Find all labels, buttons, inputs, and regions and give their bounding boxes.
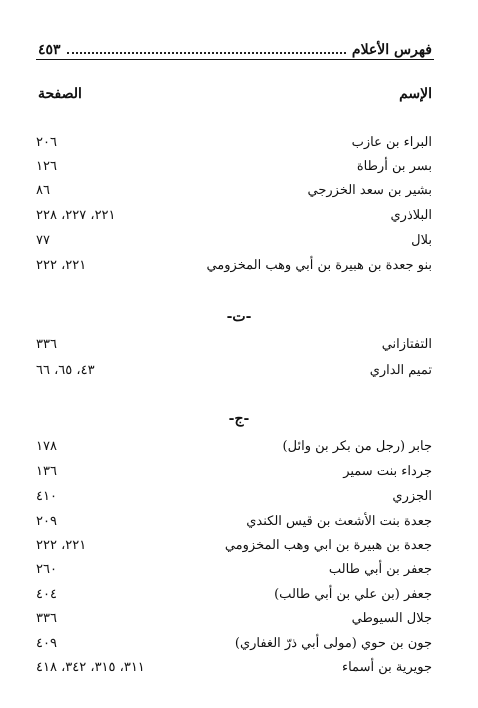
leader-dots	[67, 52, 346, 54]
entry-pages: ٤٠٩	[36, 635, 57, 651]
entry-name: التفتازاني	[381, 336, 432, 352]
entry-name: جعفر (بن علي بن أبي طالب)	[274, 586, 432, 602]
entry-name: بسر بن أرطاة	[356, 158, 432, 174]
entry-name: جعدة بنت الأشعث بن قيس الكندي	[246, 513, 432, 529]
index-entry	[36, 229, 432, 251]
index-entry	[36, 359, 432, 381]
section-letter-ta: -ت-	[226, 309, 252, 325]
entry-name: بنو جعدة بن هبيرة بن أبي وهب المخزومي	[206, 257, 432, 273]
entry-pages: ٨٦	[36, 182, 50, 198]
entry-pages: ٣٣٦	[36, 336, 57, 352]
page-number: ٤٥٣	[38, 42, 61, 58]
name-column-header: الإسم	[399, 86, 432, 102]
header-rule	[36, 59, 434, 60]
entry-name: بلال	[411, 232, 432, 248]
index-entry	[36, 607, 432, 629]
header-title: فهرس الأعلام	[351, 42, 432, 58]
entry-name: جون بن حوي (مولى أبي ذرّ الغفاري)	[234, 635, 432, 651]
column-headers	[38, 86, 432, 102]
entry-pages: ١٧٨	[36, 438, 57, 454]
entry-pages: ٢٠٦	[36, 134, 57, 150]
index-entry	[36, 656, 432, 678]
index-entry	[36, 632, 432, 654]
entry-name: البراء بن عازب	[351, 134, 432, 150]
index-entry	[36, 510, 432, 532]
entry-name: تميم الداري	[369, 362, 432, 378]
entry-pages: ٣١١، ٣١٥، ٣٤٢، ٤١٨	[36, 659, 145, 675]
entry-pages: ٢٦٠	[36, 561, 57, 577]
entry-name: جعدة بن هبيرة بن ابي وهب المخزومي	[224, 537, 432, 553]
entry-pages: ٢٢١، ٢٢٢	[36, 537, 87, 553]
entry-pages: ٤٣، ٦٥، ٦٦	[36, 362, 95, 378]
entry-pages: ٤٠٤	[36, 586, 57, 602]
index-entry	[36, 460, 432, 482]
page-column-header: الصفحة	[38, 86, 82, 102]
entry-name: جرداء بنت سمير	[343, 463, 432, 479]
entry-pages: ١٢٦	[36, 158, 57, 174]
entry-name: جابر (رجل من بكر بن وائل)	[282, 438, 432, 454]
index-entry	[36, 534, 432, 556]
index-entry	[36, 131, 432, 153]
index-entry	[36, 558, 432, 580]
index-entry	[36, 435, 432, 457]
section-letter-jim: -ج-	[228, 411, 250, 427]
index-entry	[36, 485, 432, 507]
entry-name: جلال السيوطي	[351, 610, 432, 626]
index-entry	[36, 155, 432, 177]
entry-pages: ١٣٦	[36, 463, 57, 479]
entry-pages: ٧٧	[36, 232, 50, 248]
entry-name: بشير بن سعد الخزرجي	[307, 182, 432, 198]
index-entry	[36, 254, 432, 276]
index-entry	[36, 204, 432, 226]
index-entry	[36, 583, 432, 605]
entry-pages: ٤١٠	[36, 488, 57, 504]
entry-name: البلاذري	[390, 207, 432, 223]
entry-name: جويرية بن أسماء	[341, 659, 432, 675]
entry-pages: ٢٠٩	[36, 513, 57, 529]
entry-name: جعفر بن أبي طالب	[328, 561, 432, 577]
entry-pages: ٣٣٦	[36, 610, 57, 626]
index-entry	[36, 179, 432, 201]
entry-name: الجزري	[392, 488, 432, 504]
entry-pages: ٢٢١، ٢٢٧، ٢٢٨	[36, 207, 116, 223]
running-header	[38, 36, 432, 58]
index-entry	[36, 333, 432, 355]
entry-pages: ٢٢١، ٢٢٢	[36, 257, 87, 273]
